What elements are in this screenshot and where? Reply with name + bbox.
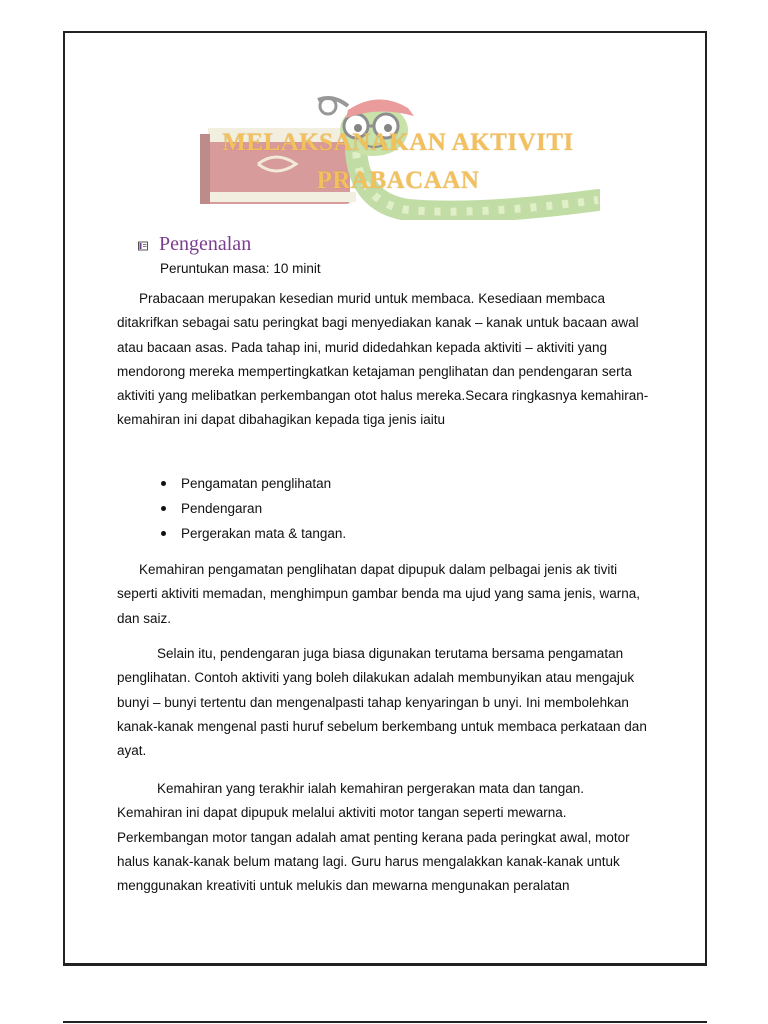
list-item (161, 471, 346, 496)
list-item (161, 496, 346, 521)
banner-title-line2: PRABACAAN (316, 167, 480, 194)
paragraph-motor: Kemahiran yang terakhir ialah kemahiran pergerakan mata dan tangan. Kemahiran ini dapat dipupuk melalui aktiviti motor tangan seperti mewarna. Perkembangan motor tangan adalah amat penting kerana pada peringkat awal, motor halus kanak-kanak belum matang lagi. Guru harus mengalakkan kanak-kanak untuk menggunakan kreativiti untuk melukis dan mewarna mengunakan peralatan (117, 781, 630, 894)
banner-title (208, 124, 588, 200)
paragraph-hearing: Selain itu, pendengaran juga biasa digunakan terutama bersama pengamatan penglihatan. Contoh aktiviti yang boleh dilakukan adalah membunyikan atau mengajuk bunyi – bunyi tertentu dan mengenalpasti tahap kenyaringan b unyi. Ini membolehkan kanak-kanak mengenal pasti huruf sebelum berkembang untuk membaca perkataan dan ayat. (117, 646, 647, 759)
list-item (161, 521, 346, 546)
banner (178, 92, 600, 220)
paragraph-visual: Kemahiran pengamatan penglihatan dapat dipupuk dalam pelbagai jenis ak tiviti seperti aktiviti memadan, menghimpun gambar benda ma ujud yang sama jenis, warna, dan saiz. (117, 562, 641, 626)
bullet-dot (161, 481, 166, 486)
time-allocation: Peruntukan masa: 10 minit (160, 261, 321, 276)
paragraph-intro: Prabacaan merupakan kesedian murid untuk membaca. Kesediaan membaca ditakrifkan sebagai satu peringkat bagi menyediakan kanak – kanak untuk bacaan awal atau bacaan asas. Pada tahap ini, murid didedahkan kepada aktiviti – aktiviti yang mendorong mereka mempertingkatkan ketajaman penglihatan dan pendengaran serta aktiviti yang melibatkan perkembangan otot halus mereka.Secara ringkasnya kemahiran-kemahiran ini dapat dibahagikan kepada tiga jenis iaitu (117, 291, 649, 428)
section-title: Pengenalan (159, 232, 252, 255)
next-page-border (63, 1021, 707, 1023)
list-item-label: Pergerakan mata & tangan. (181, 526, 347, 541)
book-bullet-icon (138, 241, 148, 251)
list-item-label: Pendengaran (181, 501, 263, 516)
list-item-label: Pengamatan penglihatan (181, 476, 332, 491)
section-heading (138, 231, 251, 257)
skills-list (161, 471, 346, 546)
bullet-dot (161, 506, 166, 511)
banner-title-line1: MELAKSANAKAN AKTIVITI (222, 129, 574, 156)
bullet-dot (161, 531, 166, 536)
